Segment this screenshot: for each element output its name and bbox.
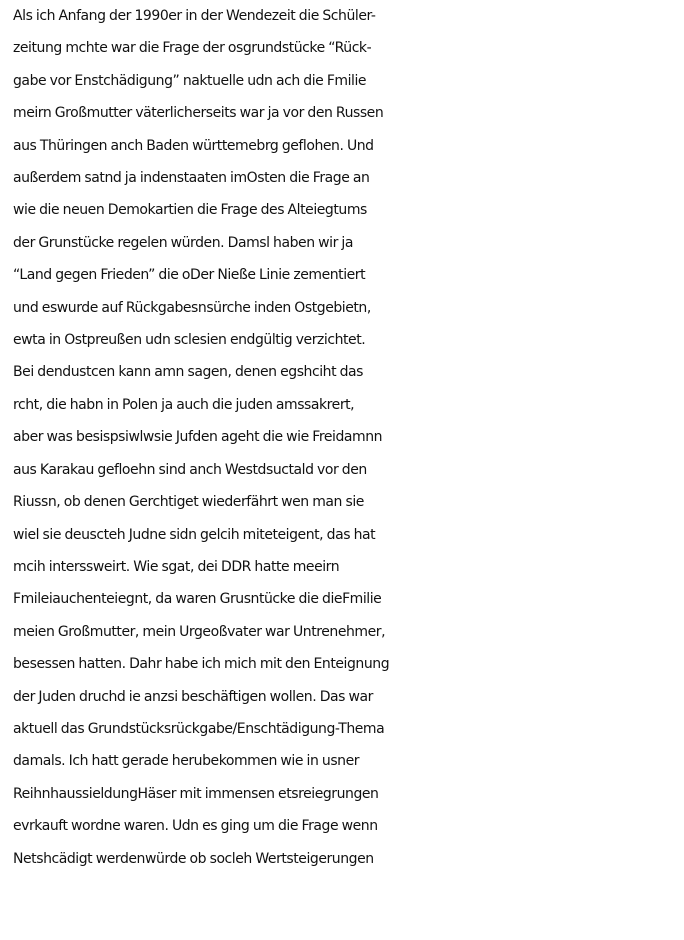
text-line: wiel sie deuscteh Judne sidn gelcih miteteigent, das hat — [13, 526, 376, 543]
text-line: evrkauft wordne waren. Udn es ging um die Frage wenn — [13, 818, 378, 835]
text-line: rcht, die habn in Polen ja auch die juden amssakrert, — [13, 396, 355, 413]
text-line: gabe vor Enstchädigung” naktuelle udn ach die Fmilie — [13, 72, 367, 89]
body-text — [13, 0, 684, 875]
text-line: meien Großmutter, mein Urgeoßvater war Untrenehmer, — [13, 623, 386, 640]
text-line: zeitung mchte war die Frage der osgrundstücke “Rück- — [13, 40, 372, 57]
text-line: der Juden druchd ie anzsi beschäftigen wollen. Das war — [13, 688, 373, 705]
text-line: aktuell das Grundstücksrückgabe/Enschtädigung-Thema — [13, 720, 385, 737]
text-line: Riussn, ob denen Gerchtiget wiederfährt wen man sie — [13, 494, 364, 511]
text-line: wie die neuen Demokartien die Frage des Alteiegtums — [13, 202, 367, 219]
text-line: aber was besispsiwlwsie Jufden ageht die wie Freidamnn — [13, 429, 383, 446]
text-line: Bei dendustcen kann amn sagen, denen egshciht das — [13, 364, 364, 381]
text-line: außerdem satnd ja indenstaaten imOsten die Frage an — [13, 170, 370, 187]
text-line: der Grunstücke regelen würden. Damsl haben wir ja — [13, 234, 353, 251]
text-line: aus Karakau gefloehn sind anch Westdsuctald vor den — [13, 461, 367, 478]
text-line: aus Thüringen anch Baden württemebrg geflohen. Und — [13, 137, 374, 154]
text-line: “Land gegen Frieden” die oDer Nieße Linie zementiert — [13, 267, 366, 284]
text-line: damals. Ich hatt gerade herubekommen wie in usner — [13, 753, 360, 770]
text-line: mcih interssweirt. Wie sgat, dei DDR hatte meeirn — [13, 558, 340, 575]
text-line: ewta in Ostpreußen udn sclesien endgültig verzichtet. — [13, 332, 366, 349]
text-line: Fmileiauchenteiegnt, da waren Grusntücke die dieFmilie — [13, 591, 382, 608]
text-line: ReihnhaussieldungHäser mit immensen etsreiegrungen — [13, 785, 379, 802]
text-line: meirn Großmutter väterlicherseits war ja vor den Russen — [13, 105, 384, 122]
text-line: Netshcädigt werdenwürde ob socleh Wertsteigerungen — [13, 850, 374, 867]
text-line: und eswurde auf Rückgabesnsürche inden Ostgebietn, — [13, 299, 371, 316]
text-line: Als ich Anfang der 1990er in der Wendezeit die Schüler- — [13, 8, 376, 24]
text-line: besessen hatten. Dahr habe ich mich mit den Enteignung — [13, 656, 390, 673]
